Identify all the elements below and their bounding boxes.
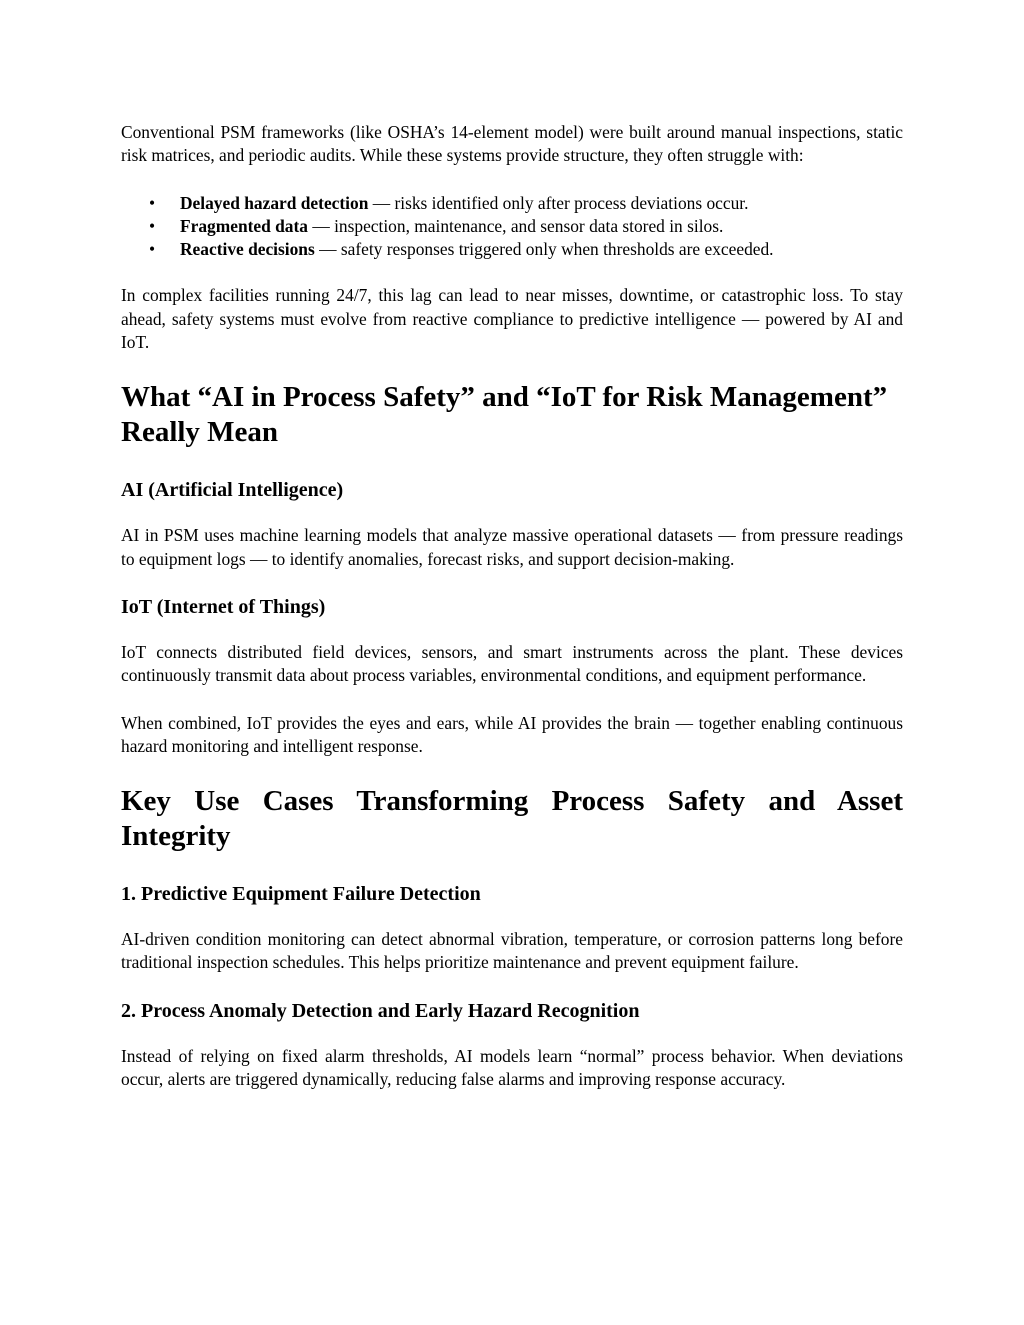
list-item-text: — inspection, maintenance, and sensor data stored in silos. [308,215,724,236]
bullet-icon: • [149,215,156,236]
list-item-text: — safety responses triggered only when thresholds are exceeded. [314,239,774,260]
combined-paragraph: When combined, IoT provides the eyes and ears, while AI provides the brain — together enabling continuous hazard monitoring and intelligent response. [121,712,903,756]
bullet-icon: • [149,192,156,213]
case-2-paragraph: Instead of relying on fixed alarm thresholds, AI models learn “normal” process behavior. When deviations occur, alerts are triggered dynamically, reducing false alarms and improving response accuracy. [121,1045,903,1090]
list-item [149,238,903,261]
lag-paragraph: In complex facilities running 24/7, this lag can lead to near misses, downtime, or catastrophic loss. To stay ahead, safety systems must evolve from reactive compliance to predictive intelligence — powered by AI and IoT. [121,285,903,353]
iot-paragraph: IoT connects distributed field devices, sensors, and smart instruments across the plant. These devices continuously transmit data about process variables, environmental conditions, and equipment performance. [121,641,903,686]
section-heading-use-cases: Key Use Cases Transforming Process Safety and Asset Integrity [121,785,903,853]
list-item [149,192,903,215]
list-item-term: Reactive decisions [180,239,315,260]
bullet-icon: • [149,239,156,260]
list-item-term: Delayed hazard detection [180,192,369,213]
list-item-term: Fragmented data [180,215,308,236]
list-item [149,215,903,238]
list-item-text: — risks identified only after process deviations occur. [368,192,749,213]
ai-paragraph: AI in PSM uses machine learning models that analyze massive operational datasets — from pressure readings to equipment logs — to identify anomalies, forecast risks, and support decision-making. [121,525,903,569]
subheading-iot: IoT (Internet of Things) [121,595,326,618]
subheading-case-1: 1. Predictive Equipment Failure Detection [121,883,481,906]
case-1-paragraph: AI-driven condition monitoring can detect abnormal vibration, temperature, or corrosion patterns long before traditional inspection schedules. This helps prioritize maintenance and prevent equipment failure. [121,929,903,973]
subheading-ai: AI (Artificial Intelligence) [121,479,344,502]
document-page [121,121,903,1091]
subheading-case-2: 2. Process Anomaly Detection and Early Hazard Recognition [121,999,640,1022]
section-heading-ai-iot: What “AI in Process Safety” and “IoT for Risk Management” Really Mean [121,381,888,449]
challenges-list [121,192,903,262]
intro-paragraph: Conventional PSM frameworks (like OSHA’s 14-element model) were built around manual inspections, static risk matrices, and periodic audits. While these systems provide structure, they often struggle with: [121,122,903,166]
